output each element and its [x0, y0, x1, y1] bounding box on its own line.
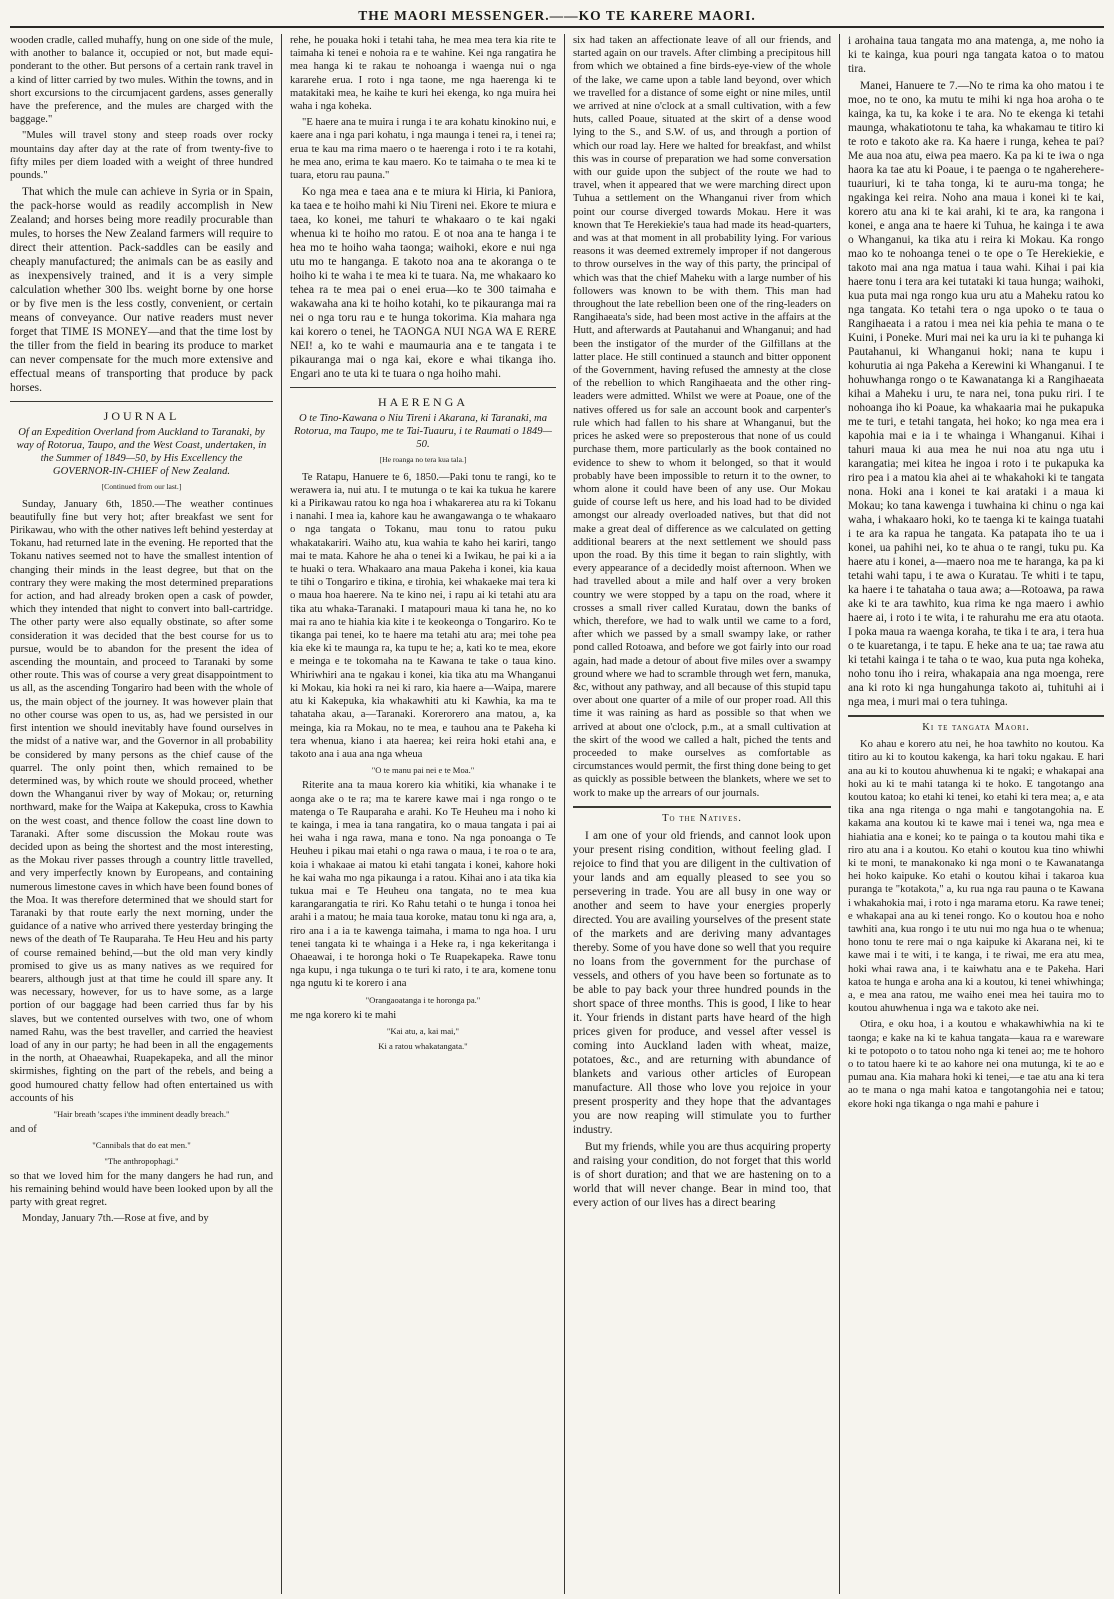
- paragraph: i arohaina taua tangata mo ana matenga, a, me noho ia ki te kainga, kua pouri nga tangata katoa o to matou tira.: [848, 35, 1104, 75]
- haerenga-subtitle: O te Tino-Kawana o Niu Tireni i Akarana, ki Taranaki, ma Rotorua, ma Taupo, me te Tai-Tuauru, i te Raumati o 1849—50.: [294, 413, 552, 451]
- paragraph: so that we loved him for the many dangers he had run, and his remaining behind would have been looked upon by all the party with great regret.: [10, 1170, 273, 1209]
- paragraph: Ko nga mea e taea ana e te miura ki Hiria, ki Paniora, ka taea e te hoiho mahi ki Niu Tireni nei. Ekore te miura e taea, ko konei, me tahuri te whakaaro o te kai ngaki whenua ki te hoiho mo ratou. E ot noa ana te hanga i te hea mo te hoiho waha taonga; waihoki, ekore e nui nga utu mo te hanganga. E takoto noa ana te akoranga o te hoiho ki te waha i te mea ki te tuara. Na, me whakaaro ko tehea ra te mea pai o enei erua—ko te 300 taimaha e wakawaha ana ki te hoiho kotahi, ko te pikauranga mai ra nei o nga toru rau e te hunga tokorima. Kia mahara nga kai korero o tenei, he TAONGA NUI NGA WA E RERE NEI! a, ko te wahi e maumauria ana e te tangata i te pikauranga mai o nga kai, ekore e whai tikanga iho. Engari ano te uta ki te tuara o nga hoiho mahi.: [290, 186, 556, 381]
- paragraph: That which the mule can achieve in Syria or in Spain, the pack-horse would as readily accomplish in New Zealand; and horses being more readily procurable than mules, to horses the New Zealand farmers will require to direct their attention. Pack-saddles can be easily and cheaply manufactured; the animals can be as easily and as inexpensively trained, and it is a very simple calculation whether 300 lbs. weight borne by one horse or by five men is the less costly, convenient, or certain means of conveyance. Our native readers must never forget that TIME IS MONEY—and that the time lost by the tiller from the field in bearing its produce to market can never compensate for the much more extensive and effectual means of transporting that produce by pack horses.: [10, 186, 273, 395]
- column-2: [290, 34, 556, 1594]
- continued-note: [He roanga no tera kua tala.]: [379, 455, 467, 465]
- section-divider: [10, 401, 273, 402]
- paragraph: But my friends, while you are thus acquiring property and raising your condition, do not forget that this world is of short duration; and that we are hastening on to a world that will never change. Bear in mind too, that every action of our lives has a direct bearing: [573, 1140, 831, 1209]
- quotation: "O te manu pai nei e te Moa.": [371, 765, 475, 776]
- paragraph: Manei, Hanuere te 7.—No te rima ka oho matou i te moe, no te ono, ka mutu te mihi ki nga hoa aroha o te kainga, ka tu, ka koke i te ara. No te ekenga ki tetahi maunga, whakatiotonu te taha, ka whakamau te titiro ki te roto e takoto ake ra. Ka haere i runga, kehea te pai? Me aua noa atu, eiwa pea maero. Ka pa ki te iwa o nga haora ka tae atu ki Poaue, i te paenga o te ngaherehere-tuauriuri, ki te taha tonga, ki te auru-ma tonga; he ngakinga kei reira. Noho ana maua i konei ki te kai, korero atu ana ki te kai arahi, ki te ara, ka rangona i konei, e anga ana te haere ki Tuhua, he kainga i te awa o Whanganui, ka tika atu i reira ki Mokau. Ka rongo mao ko te nohoanga tenei o te ope o Te Herekiekie, e takoto mai ana nga matua i taua wahi. Kihai i pai kia haere tonu i tera ara kei tutataki ki taua hunga; waihoki, kua puta mai nga rongo kua uru atu a Maheku ratou ko nga tangata. Ko tetahi tera o nga upoko o te taua o Rangihaeata i a ratou i mea nei kia pehia te mana o te Kuini, i Poneke. Muri mai nei ka uru ia ki te puhanga ki Pautahanui, ki Whanganui hoki; nana te kupu i kohurutia ai nga Pakeha a Kerewini ki Whanganui. I te hohuwhanga rongo o te Kawanatanga ki a Rangihaeata kihai a Maheku i uru, te nara nei, tona puku riri. I te nohoanga iho ki Poaue, ka whakaaria mai he pukapuka me te turi, e tetahi tangata, hei hoko; ko nga mea era i kapohia mai e ia i te whainga i Whanganui. Kihai i tahuri maua ki aua mea he nui noa atu nga utu i karangatia; mei kitea he ingoa i roto i te pukapuka ka riro pea i a matou kia ahei ai te whakahoki ki te tangata nona. Hoki ana i konei te kai arataki i a maua ki Mokau; ko tana kawenga i tuwhaina ki chinu o nga kai waha, i whakaaro hoki, ko te taenga ki te kainga tuatahi i te ara ka rapua he tangata. Ka patapata iho te ua i konei, ua pahihi nei, ko te ahua o te rangi, tuku pu. Ka haere atu i konei, a—maero noa me te haranga, ka pa ki tetahi wahi tapu, i te awa o Kuratau. Te whiti i te tapu, ka haere i te tahataha o taua awa; a—Rotoawa, pa rawa ake ki te ara tawhito, kua rima ke nga maero i awhio haere ai, i roto i te wita, i te rahurahu me era atu otaota. I poka maua ra waenga koraha, te tika i te ara, i tera hua o te kuaretanga, i te tapu. E heke ana te ua; tae rawa atu ki tetahi kainga i te taha o te wao, kua puta nga koheka, noho tonu iho i reira, whakapaia ana nga moenga, rere ana ki roto ki nga hungahunga takoto ai, tuhituhi ai i nga mea, i muri mai o tera tuhinga.: [848, 80, 1104, 708]
- paragraph: Ko ahau e korero atu nei, he hoa tawhito no koutou. Ka titiro au ki to koutou kakenga, ka hari toku ngakau. E hari ana au ki to koutou ahuwhenua ki te ngaki; e whakapai ana hoki au ki te mahi tatanga ki te hoko. E tangotango ana koutou katoa; ko etahi ki tenei, ko etahi ki tera mea; a, e ata tika ana nga ritenga o nga mahi e tangotangohia na. E kakama ana koutou ki te kawe mai i tenei wa, nga mea e hiahiatia ana e konei; ko te painga o ta koutou mahi tika e riro atu ana i a koutou. Ko etahi o koutou kua tino whiwhi ki te moni, te manakonako ki nga moni o te Kawanatanga hei hoko kaipuke. Ko etahi o koutou kihai i takaroa kua puranga te "kotakota," a, ku rua nga rau pauna o te Kawana i whakahokia mai, i roto i nga marama etoru. Ka rawe tenei; e whakapai ana au ki tenei rongo. Ko o koutou hoa e noho tawhiti ana, kua rongo i te utu nui mo nga hua o te whenua; hono tonu te rere mai o nga kaipuke ki Akarana nei, ki te kawe mai i te witi, i te kanga, i te riwai, me era atu mea, hoki whai rawa ana, i te kaiwhatu ana e te Pakeha. Hari katoa te hunga e aroha ana ki a koutou, ki tenei whiwhinga; a, e mea ana ratou, me waiho enei mea hei tauira mo to koutou ahuwhenua i nga wa e takoto ake nei.: [848, 739, 1104, 1015]
- paragraph: Otira, e oku hoa, i a koutou e whakawhiwhia na ki te taonga; e kake na ki te kahua tangata—kaua ra e wareware ki te potopoto o to tatou noho nga ki tenei ao; me te hohoro o to tatou haere ki te ao kahore nei ona mutunga, ki te ao e pumau ana. Kia mahara hoki ki tenei,—e tae atu ana ki tera ao te mana o nga mahi katoa e tangotangohia nei e tatou; ekore hoki nga tikanga o nga mahi e pahure i: [848, 1019, 1104, 1110]
- section-divider: [290, 387, 556, 388]
- paragraph: "E haere ana te muira i runga i te ara kohatu kinokino nui, e kaere ana i nga pari kohatu, i nga maunga i tenei ra, i tenei ra; erua te kau ma rima maero o te haerenga i roto i te ra kotahi, he mea ano, erima te kau maero. Ko te taimaha o te mea ki te tuara, etoru rau pauna.": [290, 117, 556, 182]
- quotation: "Orangaoatanga i te horonga pa.": [365, 994, 481, 1005]
- quotation: "Hair breath 'scapes i'the imminent deadly breach.": [53, 1108, 230, 1119]
- column-rule: [839, 34, 840, 1594]
- journal-subtitle: Of an Expedition Overland from Auckland to Taranaki, by way of Rotorua, Taupo, and the West Coast, undertaken, in the Summer of 1849—50, by His Excellency the GOVERNOR-IN-CHIEF of New Zealand.: [16, 427, 267, 478]
- paragraph: Monday, January 7th.—Rose at five, and by: [22, 1213, 209, 1225]
- column-rule: [281, 34, 282, 1594]
- ki-te-tangata-maori-title: Ki te tangata Maori.: [922, 722, 1030, 733]
- column-1: [10, 34, 273, 1594]
- paragraph: me nga korero ki te mahi: [290, 1009, 397, 1021]
- journal-title: JOURNAL: [103, 409, 180, 424]
- quotation: Ki a ratou whakatangata.": [378, 1041, 468, 1052]
- section-divider: [848, 715, 1104, 717]
- column-4: [848, 34, 1104, 1594]
- paragraph: "Mules will travel stony and steep roads over rocky mountains day after day at the rate of from twenty-five to fifty miles per diem loaded with a weight of three hundred pounds.": [10, 130, 273, 182]
- paragraph: Te Ratapu, Hanuere te 6, 1850.—Paki tonu te rangi, ko te werawera ia, nui atu. I te mutunga o te kai ka tukua he karere ki a Pirikawau ratou ko nga hoa i whakarerea atu ra ki Tokanu i nanahi. I mea ia, kahore kau he awangawanga o te whakaaro o nga tangata o Tokanu, mau tonu to ratou puku whakatakariri. Waiho atu, kua wahia te kaho hei kariri, tango mai te mata. Kahore he aha o tenei ki a Iwikau, he pai ki a ia te huaki o tera. Whakaaro ana maua Pakeha i konei, kia kaua te tihi o Tongariro e tikina, e tirohia, kei whakaeke mai tera ki o maua hoa haerere. Na te kino nei, i rapu ai ki tetahi atu ara tika atu whaka-Taranaki. I matapouri maua ki tana he, no ko mai ra ano te hiahia kia kite i te keokeonga o Tongariro. Ko te tikanga pai tenei, ko te haere ma tetahi atu ara; mei tohe pea kia eke ki te maunga ra, ka tupu te he; a, kati ko te mea, ekore e meinga e te tokomaha na te Kawana te take o taua kino. Whiriwhiri ana te ngakau i konei, kia tika atu ma Whanganui ki Mokau, kia hoki ra nei ki raro, kia haere a—Waipa, marere atu ki Kakepuka, kia whakawhiti atu ki Kawhia, ka ma te tahataha akau, a—Taranaki. Korerorero ana matou, a, ka meinga, kia ra Mokau, no te mea, e tauhou ana te Pakeha ki tera whenua, kiano i ata haerea; kei reira hoki etahi ana, e takoto ana i aua ana nga wheua: [290, 471, 556, 760]
- haerenga-title: HAERENGA: [378, 395, 468, 410]
- paragraph: six had taken an affectionate leave of all our friends, and started again on our travels. After climbing a precipitous hill from which we obtained a fine birds-eye-view of the whole of the lake, we came upon a table land beyond, over which we travelled for a distance of some eight or nine miles, until we arrived at nine o'clock at a small cultivation, with a few huts, called Poaue, situated at the skirt of a dense wood lying to the S., and S.W. of us, and through a portion of which our road lay. Here we halted for breakfast, and whilst this was in course of preparation we had some conversation with our guide upon the subject of the route we had to travel, when it appeared that we were marching direct upon Tuhua a settlement on the Whanganui river from which point our course diverged towards Mokau. Here it was known that Te Herekiekie's taua had made its head-quarters, and was at that moment in all probability lying. For various reasons it was deemed extremely improper if not dangerous to throw ourselves in the way of this party, the principal of which was that the chief Maheku with a large number of his followers was known to be with them. This man had throughout the late rebellion been one of the ring-leaders on Rangihaeata's side, had been most active in the affairs at the Hutt, and afterwards at Pautahanui and Whanganui; and had been the instigator of the murder of the Gilfillans at the latter place. He still continued a staunch and bitter opponent of the Government, having refused the amnesty at the close of the rebellion to which Rangihaeata and the other ring-leaders were admitted. Whilst we were at Poaue, one of the natives offered us for sale an account book and carpenter's rule which had fallen to his share at Whanganui, but the prices he asked were so preposterous that none of us could purchase them, more particularly as the book contained no evidence to shew to whom it belonged, so that it would probably have been impossible to return it to the owner, to whom alone it could have been of any use. Our Mokau guide of course left us here, and his load had to be divided amongst our already overloaded natives, but that did not make a great deal of difference as we calculated on getting additional bearers at the next settlement we should pass upon the road. By this time it began to rain slightly, with every appearance of a decidedly moist afternoon. When we had travelled about a mile and half over a very broken country we were stopped by a tapu on the road, where it crosses a small river called Kuratau, down the banks of which, therefore, we had to walk until we came to a ford, after which we passed by a small swampy lake, or rather pond called Rotoawa, and before we got fairly into our road again, had made a detour of about five miles over a swampy ground where we had to scramble through wet fern, manuka, &c, without any pathway, and all because of this stupid tapu over about one quarter of a mile of our proper road. All this time it was raining as hard as possible so that when we arrived at about one o'clock, p.m., at a small cultivation at the skirt of the wood we called a halt, piched the tents and proceeded to make ourselves as comfortable as circumstances would permit, the first thing done being to get as quickly as possible between the blankets, where we set to work to make up the arrears of our journals.: [573, 35, 831, 799]
- paragraph: Sunday, January 6th, 1850.—The weather continues beautifully fine but very hot; after breakfast we sent for Pirikawau, who with the other natives left behind yesterday at Tokanu, had returned late in the evening. He reported that the Tokanu natives seemed not to have the smallest intention of changing their minds in the least degree, but that on the contrary they were making the most determined preparations for action, and had already broken open a cask of powder, which they intended that night to convert into ball-cartridge. The other party were also equally obstinate, so after some consideration it was decided that the best course for us to pursue, would be to abandon for the present the idea of ascending the mountain, and proceed to Taranaki by some other route. This was of course a very great disappointment to us all, as the ascending Tongariro had been with the whole of us, the main object of the journey. It was however plain that no other course was open to us, as, had we persisted in our first intention we should inevitably have found ourselves in the midst of a native war, and the Governor in all probability be considered by many persons as the chief cause of the quarrel. The only point then, which remained to be determined was, by which route we should proceed, whether down the Whanganui river by way of Mokau; or, returning northward, make for the Waipa at Kakepuka, cross to Kawhia on the west coast, and thence follow the coast line down to Taranaki. After some discussion the Mokau route was decided upon as being the shortest and the most interesting, as the Mokau river passes through a country little travelled, and very imperfectly known by Europeans, and containing numerous limestone caves in which have been found bones of the Moa. It was therefore determined that we should start for Taranaki by that route early the next morning, under the guidance of a native who arrived there yesterday bringing the news of the death of Te Rauparaha. Te Heu Heu and his party of course remained behind,—but the old man very kindly promised to give us as many natives as we required for bearers, although just at that time he could ill spare any. It was necessary, however, for us to have some, as a large portion of our baggage had been carried thus far by his slaves, but we contented ourselves with two, one of whom named Rahu, was the best traveller, and carried the heaviest load of any in our party; he had been in all the engagements in the north, at Ohaeawhai, Ruapekapeka, and all the minor skirmishes, fighting on the part of the rebels, and being a good humoured chatty fellow had often entertained us with accounts of his: [10, 498, 273, 1104]
- section-divider: [573, 806, 831, 808]
- masthead-title: THE MAORI MESSENGER.——KO TE KARERE MAORI.: [10, 6, 1104, 28]
- columns: [10, 34, 1104, 1594]
- to-the-natives-title: To the Natives.: [662, 812, 742, 824]
- paragraph: wooden cradle, called muhaffy, hung on one side of the mule, with another to balance it, occupied or not, but made equi-ponderant to the other. But persons of a certain rank travel in a kind of litter carried by two mules. Within the towns, and in short excursions to the circumjacent gardens, asses generally have the preference, and the mules are charged with the baggage.": [10, 35, 273, 126]
- quotation: "Cannibals that do eat men.": [92, 1140, 191, 1151]
- quotation: "The anthropophagi.": [104, 1155, 179, 1166]
- column-rule: [564, 34, 565, 1594]
- continued-note: [Continued from our last.]: [101, 482, 182, 492]
- paragraph: and of: [10, 1124, 37, 1136]
- quotation: "Kai atu, a, kai mai,": [386, 1025, 460, 1036]
- paragraph: Riterite ana ta maua korero kia whitiki, kia whanake i te aonga ake o te ra; ma te karere kawe mai i nga rongo o te matenga o Te Rauparaha e arahi. Ko Te Heuheu ma i noho ki te kainga, i mea ia tana rangatira, ko o maua tangata i pai ai hei waha i nga rawa, mana e tono. Na nga ponoanga o Te Heuheu i pikau mai etahi o nga rawa o maua, i te roa o te ara, koia i whakaae ai matou ki etahi tangata i konei, kahore hoki he kai waha mo nga pikaunga i a ratou. Kihai ano i ata tika kia tukua mai e Te Heuheu ona tangata, no te mea kua karangarangatia te riri. Ko Rahu tetahi o te hunga i tonoa hei arahi i a matou; he maia taua koroke, matau tonu ki nga ara, a, riro ana i a ia te kawenga taimaha, i mama to nga hoa. I uru tenei tangata ki te whainga i a Heke ra, i nga kekeritanga i Ohaeawai, i te horonga hoki o Te Ruapekapeka. Rawe tonu nga kupu, i nga tukunga o te turi ki rato, i te ara, komene tonu nga ngutu ki te korero i ana: [290, 780, 556, 990]
- paragraph: I am one of your old friends, and cannot look upon your present rising condition, without feeling glad. I rejoice to find that you are diligent in the cultivation of your lands and am equally pleased to see you so persevering in trade. You are all busy in one way or another and seem to have your energies properly directed. You are availing yourselves of the present state of the markets and are deriving many advantages thereby. Some of you have done so well that you require no loans from the government for the purchase of vessels, and others of you have been so fortunate as to be able to pay back your three hundred pounds in the short space of three months. This is good, I like to hear it. Your friends in distant parts have heard of the high prices given for produce, and vessel after vessel is coming into Auckland laden with wheat, maize, potatoes, &c., and are returning with abundance of blankets and various other articles of European manufacture. All those who love you rejoice in your present prosperity and they hope that the advantages you are now reaping will stimulate you to further industry.: [573, 829, 831, 1136]
- column-3: [573, 34, 831, 1594]
- paragraph: rehe, he pouaka hoki i tetahi taha, he mea mea tera kia rite te taimaha ki tenei e nohoia ra e te wahine. Kei nga rangatira he mea hanga ki te rakau te nohoanga i waenga nui o nga kararehe erua. I roto i nga taone, me nga haerenga ki te matakitaki mea, he kaihe te kuri hei ekenga, ko nga muira hei waha i nga koheka.: [290, 35, 556, 113]
